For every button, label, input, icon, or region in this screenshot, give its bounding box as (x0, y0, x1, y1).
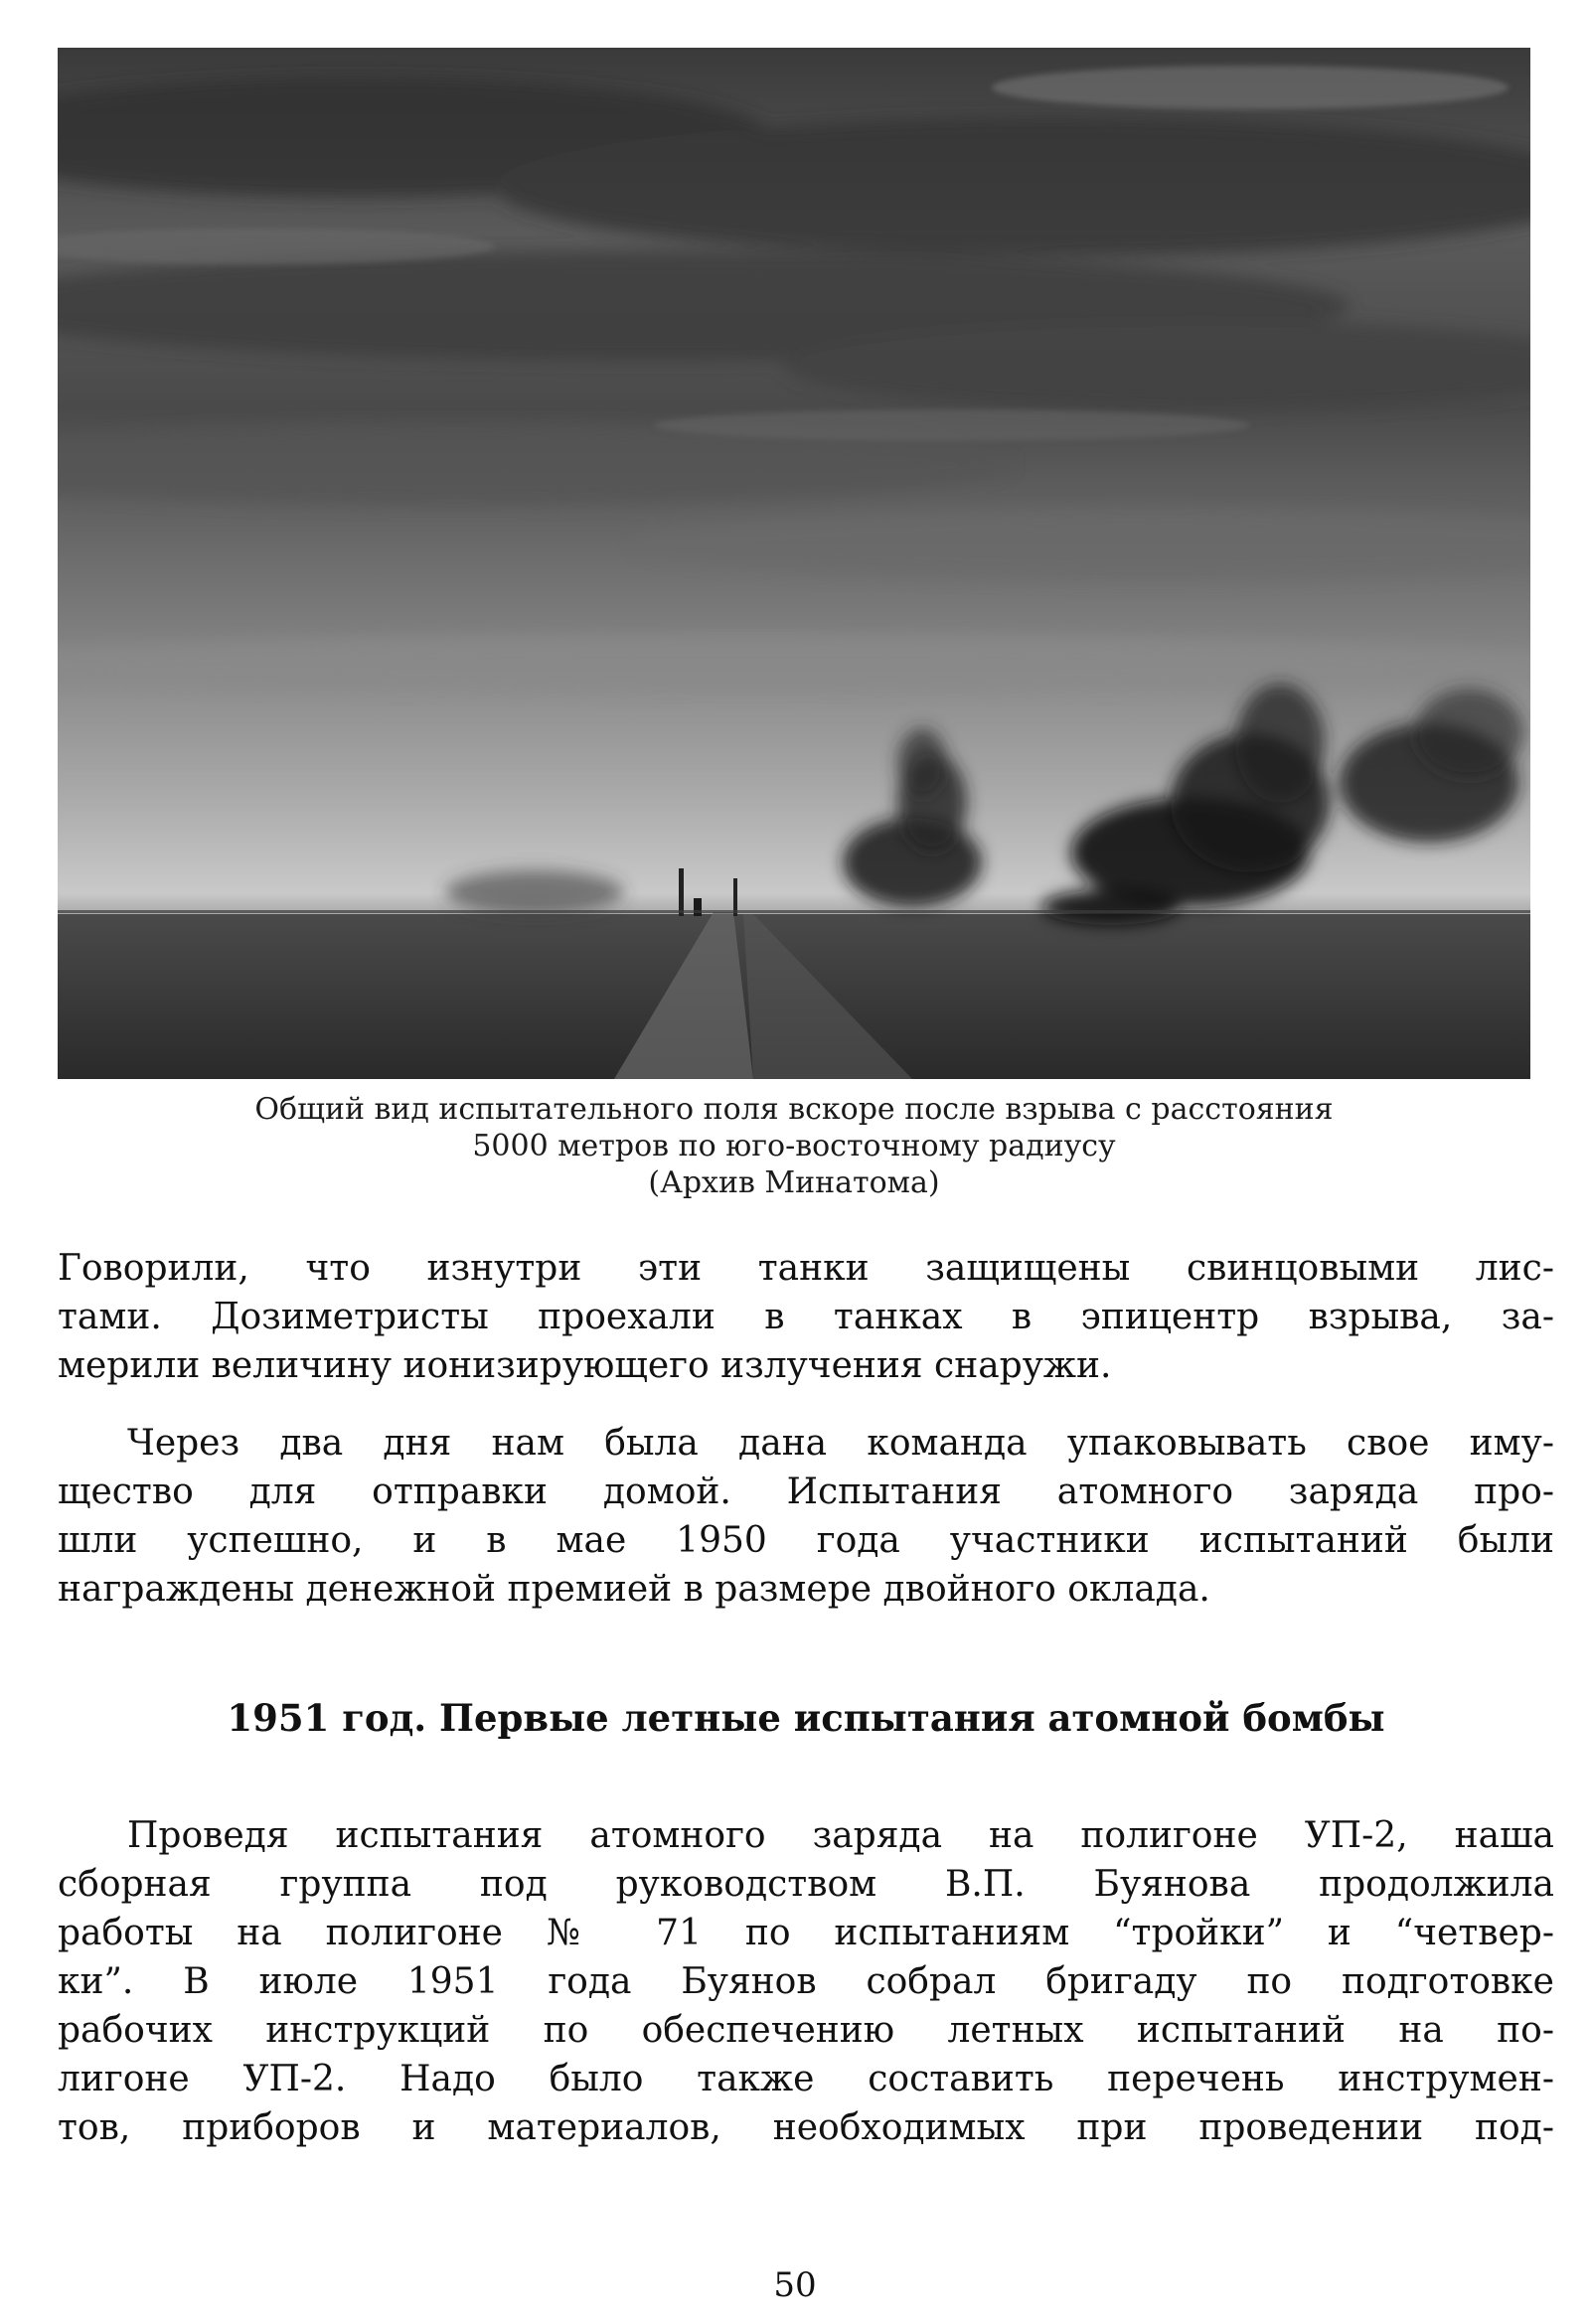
text-line: Через два дня нам была дана команда упаковывать свое иму- (127, 1423, 1554, 1464)
text-line: работы на полигоне № 71 по испытаниям “тройки” и “четвер- (58, 1913, 1554, 1953)
paragraph-return-home (58, 1419, 1554, 1614)
caption-line-2: 5000 метров по юго-восточному радиусу (472, 1129, 1116, 1163)
text-line: щество для отправки домой. Испытания атомного заряда про- (58, 1472, 1554, 1512)
text-line: рабочих инструкций по обеспечению летных испытаний на по- (58, 2010, 1554, 2051)
test-field-photograph (58, 48, 1530, 1079)
caption-line-1: Общий вид испытательного поля вскоре после взрыва с расстояния (254, 1092, 1334, 1127)
text-line: ки”. В июле 1951 года Буянов собрал бригаду по подготовке (58, 1961, 1554, 2002)
text-line: награждены денежной премией в размере двойного оклада. (58, 1569, 1210, 1610)
text-line: тов, приборов и материалов, необходимых при проведении под- (58, 2107, 1554, 2148)
text-line: шли успешно, и в мае 1950 года участники испытаний были (58, 1520, 1554, 1561)
photo-caption (58, 1091, 1530, 1201)
text-line: мерили величину ионизирующего излучения снаружи. (58, 1345, 1112, 1386)
paragraph-flight-tests (58, 1811, 1554, 2152)
text-line: Проведя испытания атомного заряда на полигоне УП-2, наша (127, 1815, 1554, 1856)
text-line: лигоне УП-2. Надо было также составить перечень инструмен- (58, 2059, 1554, 2099)
text-line: сборная группа под руководством В.П. Буянова продолжила (58, 1864, 1554, 1905)
text-line: Говорили, что изнутри эти танки защищены свинцовыми лис- (58, 1248, 1554, 1289)
caption-line-3: (Архив Минатома) (648, 1165, 940, 1200)
section-heading: 1951 год. Первые летные испытания атомной бомбы (227, 1696, 1385, 1740)
text-line: тами. Дозиметристы проехали в танках в эпицентр взрыва, за- (58, 1297, 1554, 1337)
page-number: 50 (773, 2265, 817, 2305)
paragraph-continued (58, 1244, 1554, 1390)
